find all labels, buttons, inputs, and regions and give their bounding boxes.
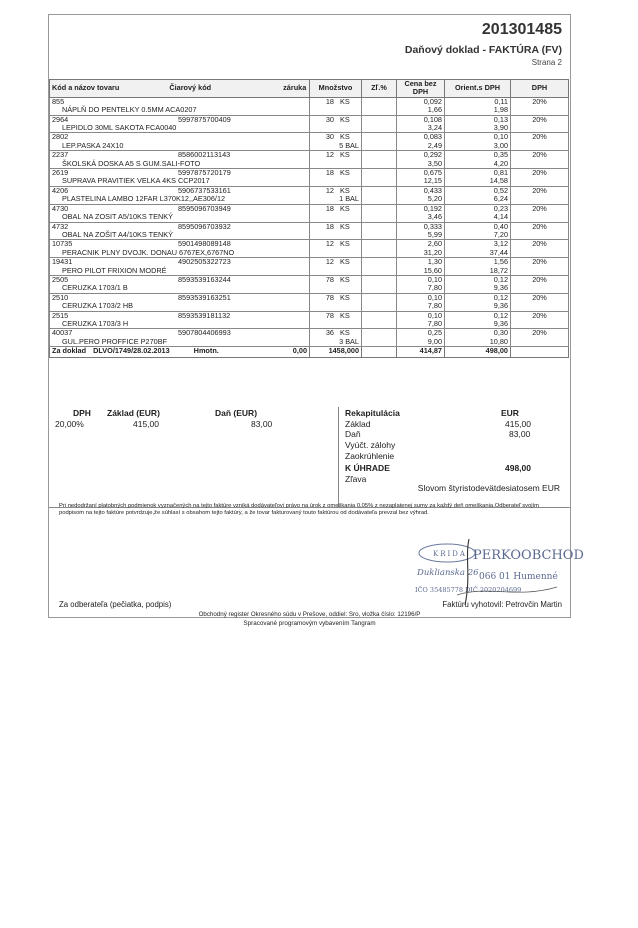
- item-name: PERACNIK PLNY DVOJK. DONAU 6767EX,6767NO: [62, 247, 235, 257]
- item-barcode: 8595096703949: [178, 203, 231, 213]
- table-row: [50, 311, 589, 329]
- item-indicative-price: 0,35: [493, 150, 508, 160]
- item-total: 31,20: [423, 247, 442, 257]
- recap-due-label: K ÚHRADE: [345, 463, 390, 473]
- item-name: NÁPLŇ DO PENTELKY 0.5MM ACA0207: [62, 105, 197, 115]
- table-row: [50, 133, 589, 151]
- vat-tax-header: Daň (EUR): [215, 408, 258, 418]
- item-unit: KS: [340, 203, 350, 213]
- item-vat: 20%: [511, 186, 569, 204]
- item-indicative-price: 0,40: [493, 221, 508, 231]
- page-number: Strana 2: [531, 58, 562, 67]
- weight-value: 0,00: [292, 346, 307, 356]
- col-quantity: Množstvo: [310, 80, 362, 98]
- table-row: [50, 240, 589, 258]
- item-name: OBAL NA ZOŠIT A4/10KS TENKÝ: [62, 229, 173, 239]
- item-qty: 78: [325, 292, 334, 302]
- total-quantity: 1458,000: [310, 347, 362, 358]
- item-barcode: 5907804406993: [178, 328, 231, 338]
- table-row: [50, 151, 589, 169]
- item-indicative-price: 0,81: [493, 168, 508, 178]
- amount-in-words: Slovom štyristodevätdesiatosem EUR: [417, 483, 560, 493]
- item-price: 0,10: [427, 274, 442, 284]
- item-indicative-total: 14,58: [489, 176, 508, 186]
- table-row: [50, 204, 589, 222]
- recap-currency: EUR: [501, 408, 519, 418]
- table-row: [50, 222, 589, 240]
- recap-tax-label: Daň: [345, 429, 361, 439]
- item-indicative-total: 37,44: [489, 247, 508, 257]
- vat-tax: 83,00: [251, 419, 273, 429]
- recap-discount-label: Zľava: [345, 474, 367, 484]
- table-row: [50, 293, 589, 311]
- item-code: 2802: [52, 132, 69, 142]
- item-unit: KS: [340, 292, 350, 302]
- company-registry: Obchodný register Okresného súdu v Prešove, oddiel: Sro, vložka číslo: 12196/P: [198, 611, 421, 618]
- item-price: 0,192: [423, 203, 442, 213]
- item-indicative-price: 0,52: [493, 185, 508, 195]
- item-name: ŠKOLSKÁ DOSKA A5 S GUM.SALI-FOTO: [62, 158, 201, 168]
- recap-tax: 83,00: [509, 429, 531, 439]
- item-indicative-total: 9,36: [493, 301, 508, 311]
- item-name: LEP.PASKA 24X10: [62, 140, 124, 150]
- item-code: 2515: [52, 310, 69, 320]
- col-vat: DPH: [511, 80, 569, 98]
- item-name: PLASTELINA LAMBO 12FAR L370K12,,AE306/12: [62, 194, 226, 204]
- item-qty: 30: [325, 132, 334, 142]
- totals-row: [50, 347, 589, 358]
- item-vat: 20%: [511, 169, 569, 187]
- document-type: Daňový doklad - FAKTÚRA (FV): [404, 44, 562, 56]
- item-barcode: 8593539181132: [178, 310, 231, 320]
- item-code: 4732: [52, 221, 69, 231]
- item-unit: KS: [340, 185, 350, 195]
- item-vat: 20%: [511, 258, 569, 276]
- stamp-line-2: PERKOOBCHOD: [473, 548, 584, 563]
- invoice-page: [48, 14, 584, 618]
- issued-by: Faktúru vyhotovil: Petrovčin Martin: [442, 600, 562, 609]
- item-vat: 20%: [511, 151, 569, 169]
- item-name: CERUZKA 1703/1 B: [62, 283, 128, 293]
- item-barcode: 4902505322723: [178, 257, 231, 267]
- item-barcode: 8595096703932: [178, 221, 231, 231]
- item-price: 2,60: [427, 239, 442, 249]
- item-qty: 12: [325, 150, 334, 160]
- item-total: 3,50: [427, 158, 442, 168]
- weight-label: Hmotn.: [193, 346, 219, 356]
- item-indicative-total: 4,20: [493, 158, 508, 168]
- item-qty: 12: [325, 239, 334, 249]
- stamp-line-5: IČO 35485778 DIČ 2020204699: [415, 586, 522, 594]
- item-code: 4206: [52, 185, 69, 195]
- item-name: PERO PILOT FRIXION MODRÉ: [62, 265, 167, 275]
- stamp-line-4: 066 01 Humenné: [479, 572, 558, 582]
- stamp-line-3: Duklianska 26: [417, 568, 479, 578]
- item-unit: KS: [340, 96, 350, 106]
- item-unit: KS: [340, 274, 350, 284]
- item-qty: 18: [325, 221, 334, 231]
- item-barcode: 5906737533161: [178, 185, 231, 195]
- item-price: 0,10: [427, 292, 442, 302]
- item-price: 0,292: [423, 150, 442, 160]
- item-unit: KS: [340, 150, 350, 160]
- item-unit: KS: [340, 114, 350, 124]
- item-indicative-price: 0,12: [493, 310, 508, 320]
- item-indicative-total: 9,36: [493, 283, 508, 293]
- item-vat: 20%: [511, 311, 569, 329]
- item-qty: 12: [325, 257, 334, 267]
- item-unit: KS: [340, 310, 350, 320]
- totals-doc-ref: DLVO/1749/28.02.2013: [93, 346, 170, 356]
- item-code: 10735: [52, 239, 73, 249]
- recap-rounding-label: Zaokrúhlenie: [345, 451, 395, 461]
- item-price: 0,25: [427, 328, 442, 338]
- col-indicative: Orient.s DPH: [445, 80, 511, 98]
- item-indicative-price: 0,30: [493, 328, 508, 338]
- recap-base: 415,00: [505, 419, 531, 429]
- item-qty: 30: [325, 114, 334, 124]
- item-vat: 20%: [511, 293, 569, 311]
- table-row: [50, 97, 589, 115]
- item-vat: 20%: [511, 204, 569, 222]
- item-unit-2: 5 BAL: [339, 140, 359, 150]
- item-name: GUL.PERO PROFFICE P270BF: [62, 336, 168, 346]
- item-code: 4730: [52, 203, 69, 213]
- item-total: 15,60: [423, 265, 442, 275]
- item-name: OBAL NA ZOSIT A5/10KS TENKÝ: [62, 212, 173, 222]
- item-barcode: 8593539163244: [178, 274, 231, 284]
- item-unit: KS: [340, 132, 350, 142]
- item-total: 5,99: [427, 229, 442, 239]
- item-barcode: 8593539163251: [178, 292, 231, 302]
- vat-rate: 20,00%: [55, 419, 84, 429]
- item-unit-2: 1 BAL: [339, 194, 359, 204]
- item-barcode: 5997875700409: [178, 114, 231, 124]
- vat-base: 415,00: [133, 419, 159, 429]
- item-qty: 78: [325, 310, 334, 320]
- item-total: 5,20: [427, 194, 442, 204]
- item-price: 0,108: [423, 114, 442, 124]
- item-price: 0,083: [423, 132, 442, 142]
- item-unit: KS: [340, 328, 350, 338]
- item-total: 3,46: [427, 212, 442, 222]
- item-indicative-price: 0,12: [493, 292, 508, 302]
- item-price: 0,675: [423, 168, 442, 178]
- item-price: 0,333: [423, 221, 442, 231]
- item-price: 0,10: [427, 310, 442, 320]
- item-indicative-price: 0,12: [493, 274, 508, 284]
- item-qty: 18: [325, 203, 334, 213]
- item-vat: 20%: [511, 275, 569, 293]
- item-indicative-total: 7,20: [493, 229, 508, 239]
- item-vat: 20%: [511, 133, 569, 151]
- item-indicative-price: 3,12: [493, 239, 508, 249]
- item-code: 2964: [52, 114, 69, 124]
- item-vat: 20%: [511, 329, 569, 347]
- item-total: 7,80: [427, 318, 442, 328]
- total-incl-vat: 498,00: [445, 347, 511, 358]
- item-qty: 36: [325, 328, 334, 338]
- items-table: [49, 79, 589, 358]
- total-excl-vat: 414,87: [397, 347, 445, 358]
- item-unit: KS: [340, 221, 350, 231]
- item-vat: 20%: [511, 240, 569, 258]
- table-row: [50, 329, 589, 347]
- item-total: 7,80: [427, 283, 442, 293]
- item-indicative-total: 6,24: [493, 194, 508, 204]
- customer-signature-label: Za odberateľa (pečiatka, podpis): [59, 600, 172, 609]
- item-indicative-total: 18,72: [489, 265, 508, 275]
- item-code: 2237: [52, 150, 69, 160]
- item-code: 40037: [52, 328, 73, 338]
- item-unit: KS: [340, 168, 350, 178]
- item-indicative-price: 0,23: [493, 203, 508, 213]
- item-total: 9,00: [427, 336, 442, 346]
- item-code: 2505: [52, 274, 69, 284]
- item-name: CERUZKA 1703/2 HB: [62, 301, 133, 311]
- item-vat: 20%: [511, 115, 569, 133]
- item-indicative-total: 3,90: [493, 123, 508, 133]
- item-indicative-total: 10,80: [489, 336, 508, 346]
- item-indicative-total: 1,98: [493, 105, 508, 115]
- software-note: Spracované programovým vybavením Tangram: [243, 620, 376, 627]
- item-qty: 78: [325, 274, 334, 284]
- item-name: LEPIDLO 30ML SAKOTA FCA0040: [62, 123, 177, 133]
- recap-base-label: Základ: [345, 419, 371, 429]
- item-total: 12,15: [423, 176, 442, 186]
- items-header-row: [50, 80, 589, 98]
- item-name: SUPRAVA PRAVITIEK VELKA 4KS CCP2017: [62, 176, 210, 186]
- vat-base-header: Základ (EUR): [107, 408, 160, 418]
- item-vat: 20%: [511, 97, 569, 115]
- item-name: CERUZKA 1703/3 H: [62, 318, 129, 328]
- item-unit: KS: [340, 257, 350, 267]
- table-row: [50, 115, 589, 133]
- item-qty: 18: [325, 96, 334, 106]
- table-row: [50, 258, 589, 276]
- col-price-excl: Cena bez DPH: [397, 80, 445, 98]
- stamp-line-1: KRIDA: [433, 550, 467, 558]
- item-indicative-total: 3,00: [493, 140, 508, 150]
- item-qty: 18: [325, 168, 334, 178]
- item-indicative-price: 0,11: [494, 96, 508, 106]
- item-total: 7,80: [427, 301, 442, 311]
- item-indicative-total: 9,36: [493, 318, 508, 328]
- item-indicative-price: 0,10: [493, 132, 508, 142]
- col-discount: Zľ.%: [362, 80, 397, 98]
- item-qty: 12: [325, 185, 334, 195]
- company-stamp-icon: [407, 537, 584, 607]
- item-code: 2510: [52, 292, 69, 302]
- item-barcode: 5997875720179: [178, 168, 231, 178]
- item-indicative-total: 4,14: [493, 212, 508, 222]
- item-unit: KS: [340, 239, 350, 249]
- item-unit-2: 3 BAL: [339, 336, 359, 346]
- item-price: 0,092: [423, 96, 442, 106]
- item-barcode: 8586002113143: [178, 150, 231, 160]
- table-row: [50, 275, 589, 293]
- item-code: 2619: [52, 168, 69, 178]
- totals-label: Za doklad: [52, 346, 87, 356]
- invoice-number: 201301485: [481, 21, 562, 38]
- item-vat: 20%: [511, 222, 569, 240]
- table-row: [50, 169, 589, 187]
- item-price: 0,433: [423, 185, 442, 195]
- item-price: 1,30: [427, 257, 442, 267]
- item-indicative-price: 0,13: [493, 114, 508, 124]
- recap-advances-label: Vyúčt. zálohy: [345, 440, 396, 450]
- item-total: 2,49: [427, 140, 442, 150]
- item-code: 855: [52, 96, 65, 106]
- vat-rate-header: DPH: [73, 408, 91, 418]
- item-code: 19431: [52, 257, 73, 267]
- payment-terms: Pri nedodržaní platobných podmienok vyznačených na tejto faktúre vzniká dodávateľovi právo na úrok z omeškania 0,05% z nezaplatenej sumy za každý deň omeškania.Odberateľ svojím podpisom na tejto faktúre potvrdzuje,že súhlasí s obsahom tejto faktúry, a že tovar fakturovaný touto faktúrou od dodávateľa prevzal bez výhrad.: [59, 503, 539, 516]
- recap-title: Rekapitulácia: [345, 408, 400, 418]
- recap-due: 498,00: [505, 463, 531, 473]
- col-code-name: Kód a názov tovaru Čiarový kód záruka: [50, 80, 310, 98]
- item-barcode: 5901498089148: [178, 239, 231, 249]
- table-row: [50, 186, 589, 204]
- item-indicative-price: 1,56: [493, 257, 508, 267]
- item-total: 1,66: [427, 105, 442, 115]
- item-total: 3,24: [427, 123, 442, 133]
